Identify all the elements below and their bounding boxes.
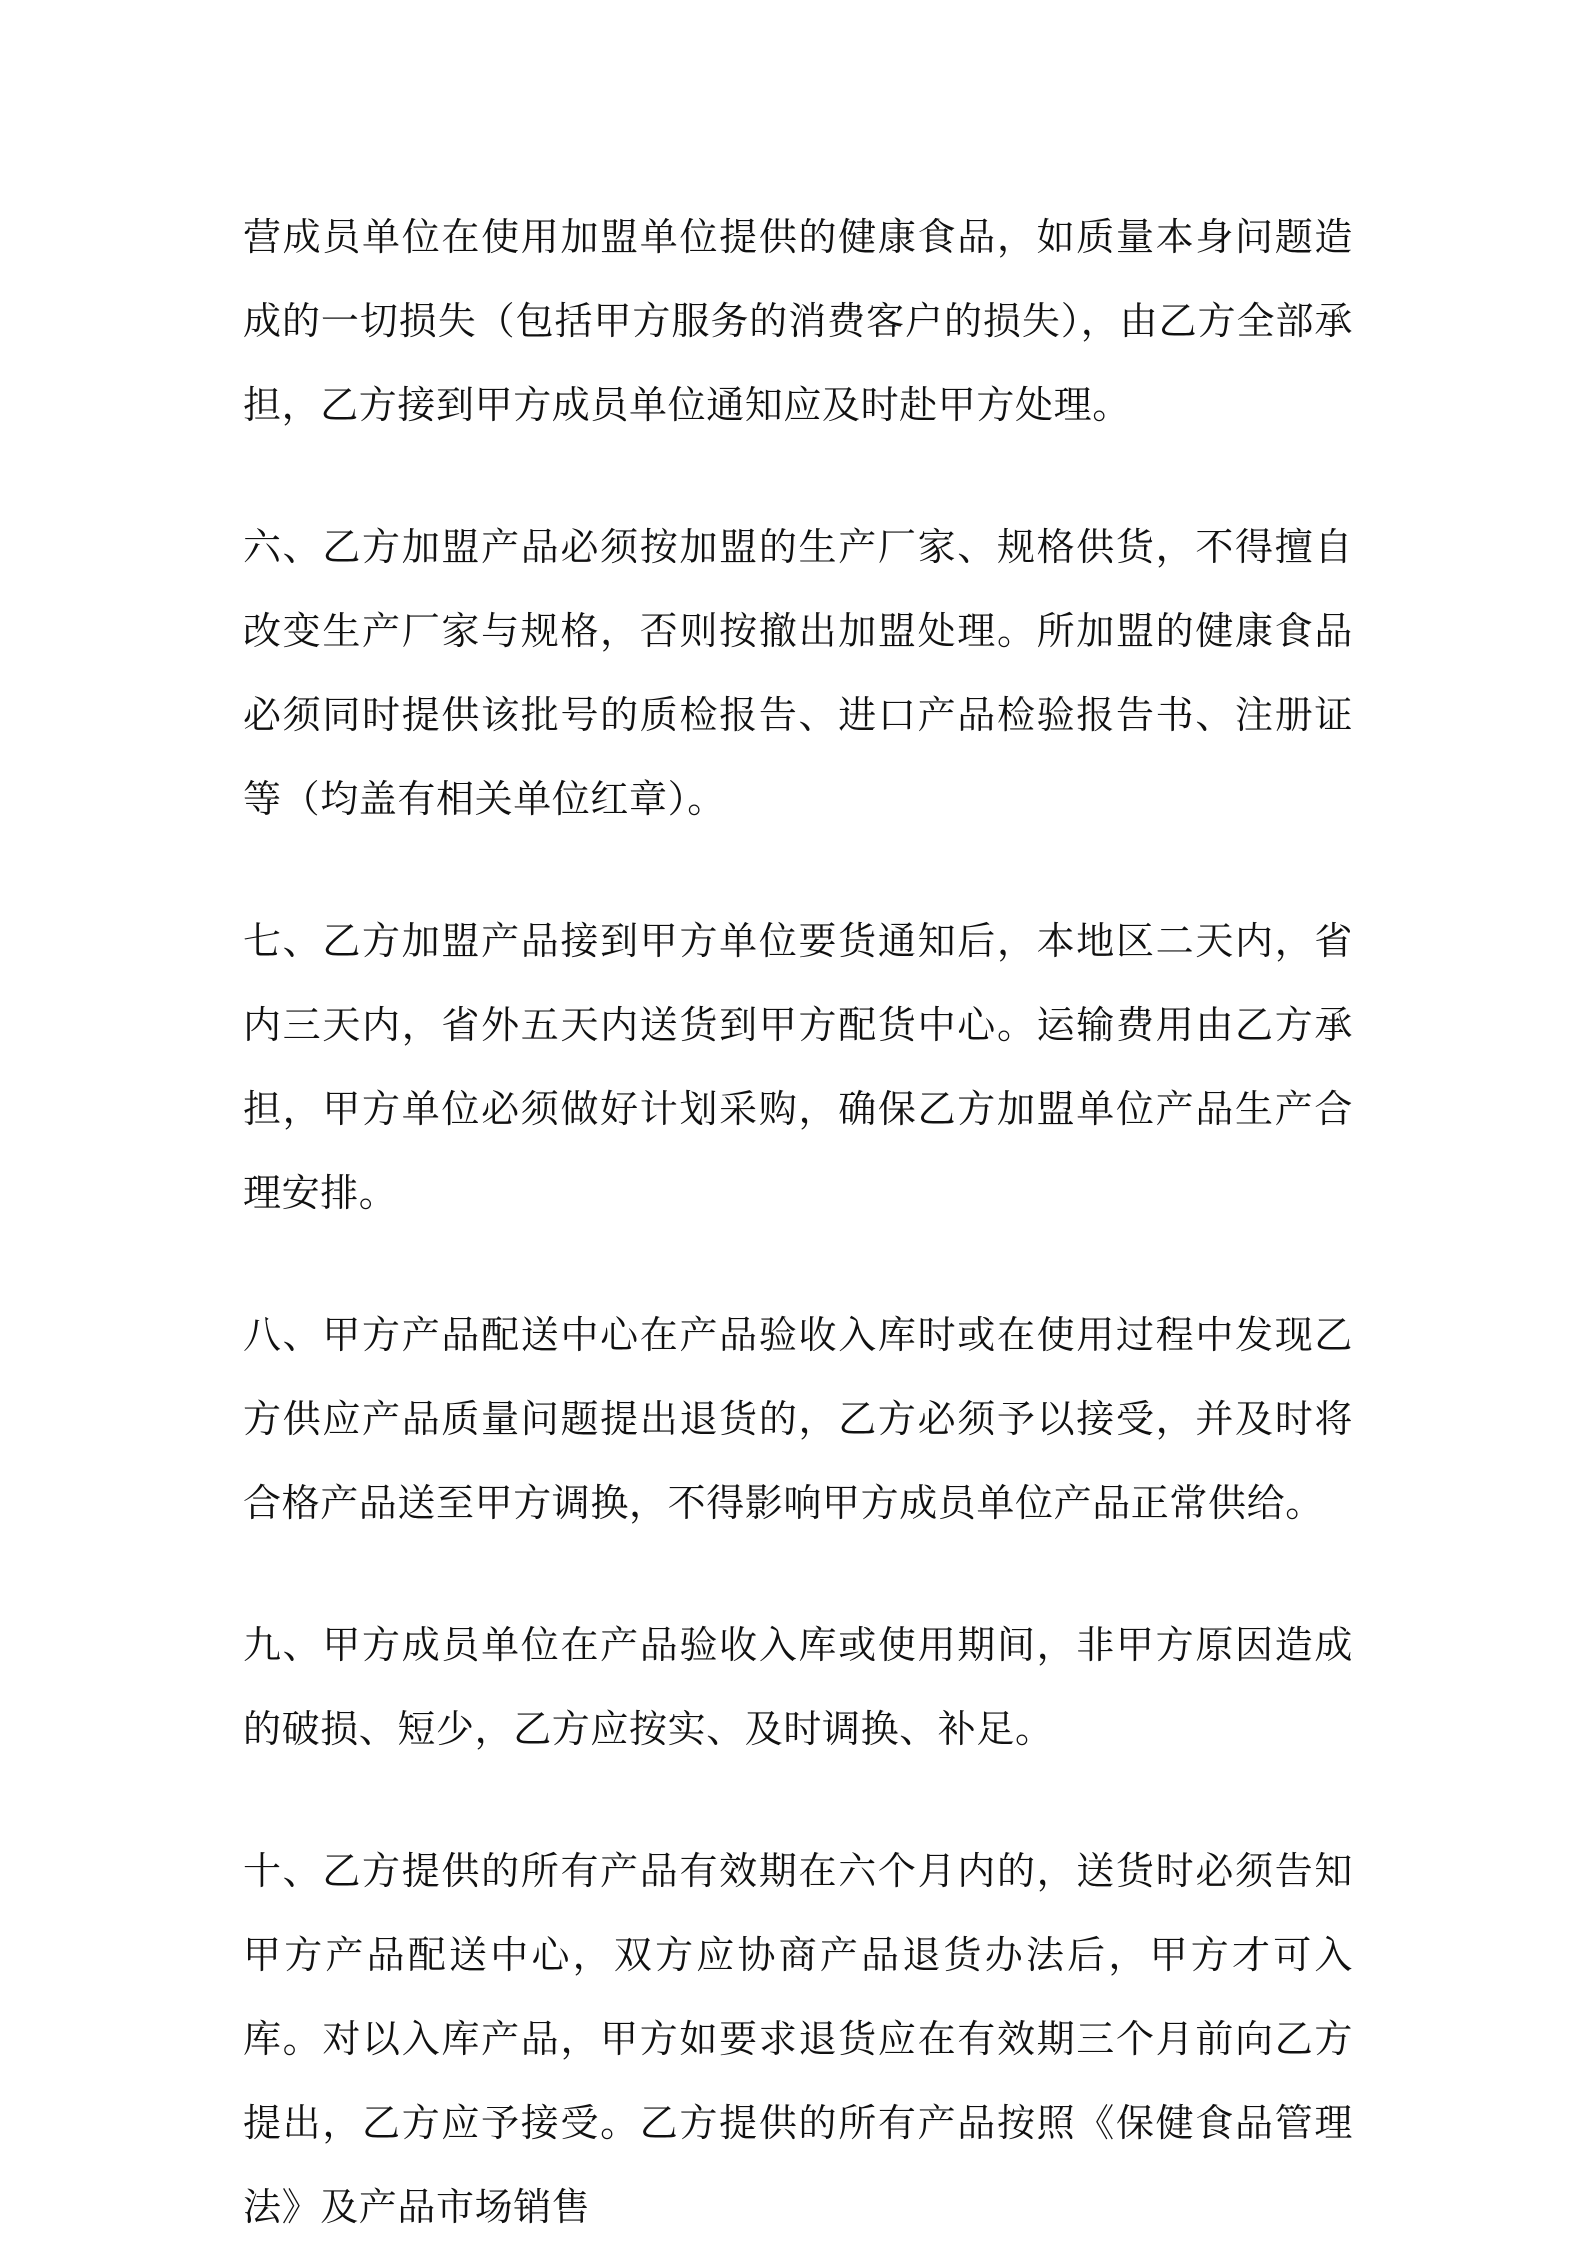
paragraph-clause-6: 六、乙方加盟产品必须按加盟的生产厂家、规格供货，不得擅自改变生产厂家与规格，否则按撤出加盟处理。所加盟的健康食品必须同时提供该批号的质检报告、进口产品检验报告书、注册证等（均盖有相关单位红章）。 <box>243 525 1353 821</box>
paragraph-continuation: 营成员单位在使用加盟单位提供的健康食品，如质量本身问题造成的一切损失（包括甲方服务的消费客户的损失），由乙方全部承担，乙方接到甲方成员单位通知应及时赴甲方处理。 <box>243 215 1353 427</box>
paragraph-clause-7: 七、乙方加盟产品接到甲方单位要货通知后，本地区二天内，省内三天内，省外五天内送货到甲方配货中心。运输费用由乙方承担，甲方单位必须做好计划采购，确保乙方加盟单位产品生产合理安排。 <box>243 919 1353 1215</box>
paragraph-clause-9: 九、甲方成员单位在产品验收入库或使用期间，非甲方原因造成的破损、短少，乙方应按实、及时调换、补足。 <box>243 1623 1353 1751</box>
paragraph-clause-8: 八、甲方产品配送中心在产品验收入库时或在使用过程中发现乙方供应产品质量问题提出退货的，乙方必须予以接受，并及时将合格产品送至甲方调换，不得影响甲方成员单位产品正常供给。 <box>243 1313 1353 1525</box>
document-body <box>243 195 1353 2249</box>
paragraph-clause-10: 十、乙方提供的所有产品有效期在六个月内的，送货时必须告知甲方产品配送中心，双方应协商产品退货办法后，甲方才可入库。对以入库产品，甲方如要求退货应在有效期三个月前向乙方提出，乙方应予接受。乙方提供的所有产品按照《保健食品管理法》及产品市场销售 <box>243 1849 1353 2229</box>
